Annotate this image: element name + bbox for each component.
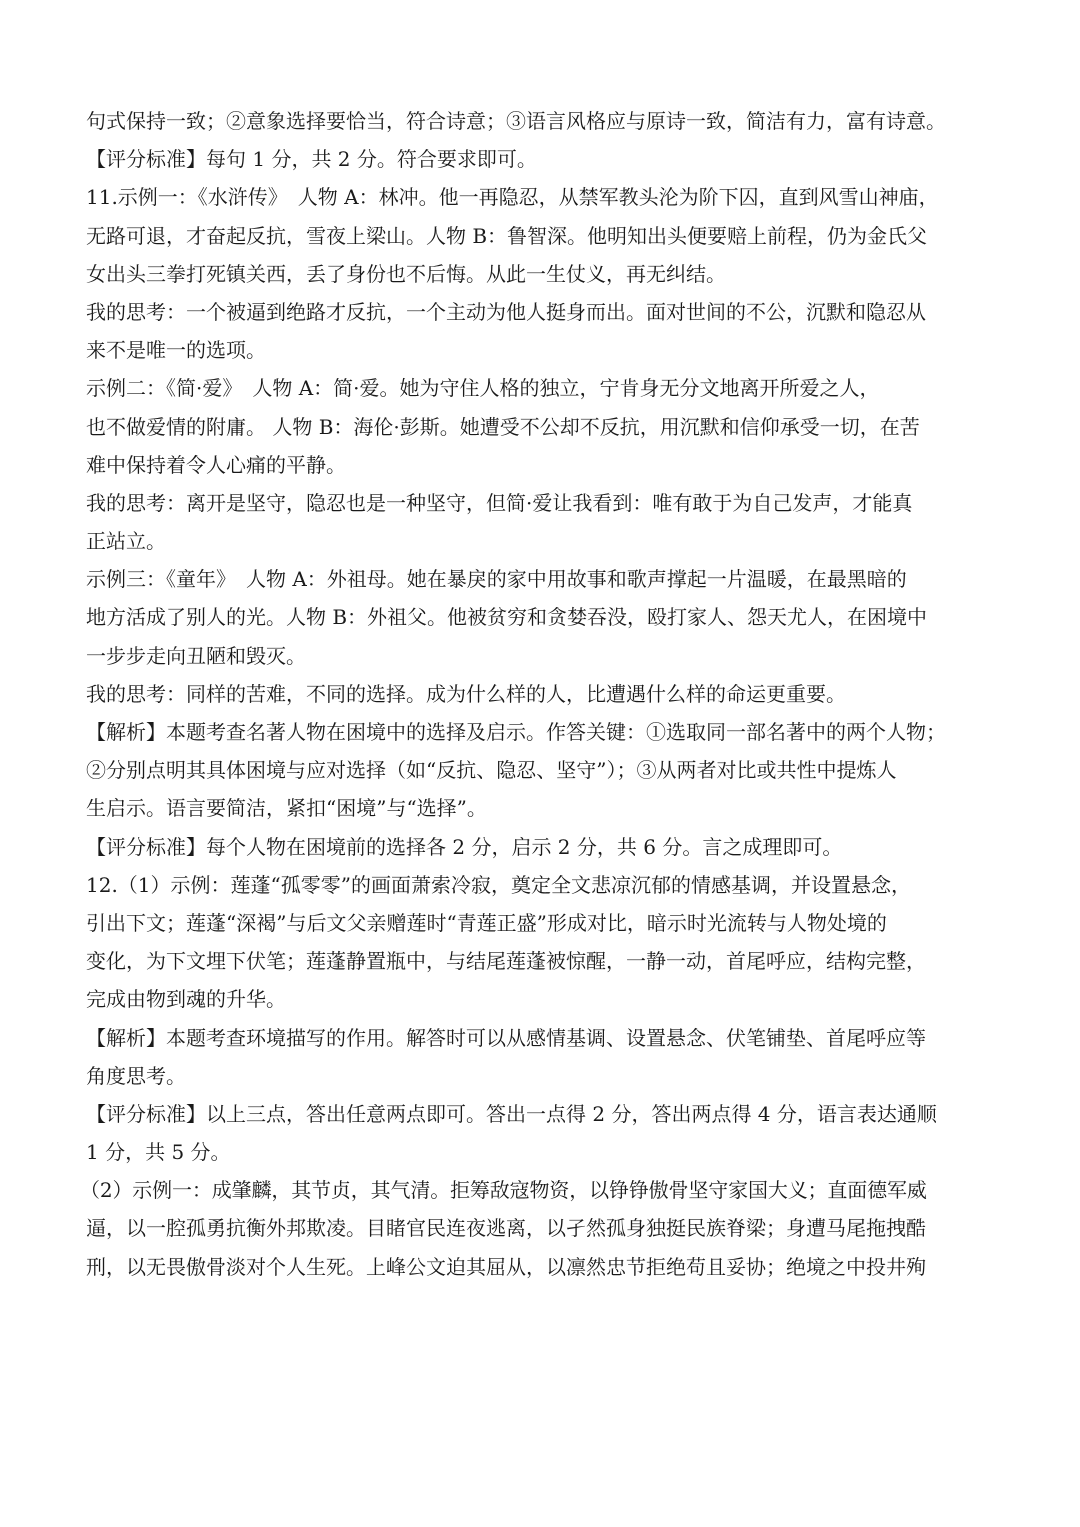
text-line-24: 完成由物到魂的升华。 (86, 987, 286, 1012)
text-line-4: 无路可退，才奋起反抗，雪夜上梁山。人物 B：鲁智深。他明知出头便要赔上前程，仍为金氏父 (86, 223, 928, 248)
text-line-30: 逼，以一腔孤勇抗衡外邦欺凌。目睹官民连夜逃离，以孑然孤身独挺民族脊梁；身遭马尾拖拽酷 (86, 1216, 926, 1241)
text-line-21: 12.（1）示例：莲蓬“孤零零”的画面萧索冷寂，奠定全文悲凉沉郁的情感基调，并设置悬念， (86, 872, 911, 897)
text-line-6: 我的思考：一个被逼到绝路才反抗，一个主动为他人挺身而出。面对世间的不公，沉默和隐忍从 (86, 299, 926, 324)
text-line-1: 句式保持一致；②意象选择要恰当，符合诗意；③语言风格应与原诗一致，简洁有力，富有诗意。 (86, 109, 946, 133)
text-line-19: 生启示。语言要简洁，紧扣“困境”与“选择”。 (86, 796, 487, 821)
text-line-9: 也不做爱情的附庸。 人物 B：海伦·彭斯。她遭受不公却不反抗，用沉默和信仰承受一切，在苦 (86, 414, 920, 439)
text-line-17: 【解析】本题考查名著人物在困境中的选择及启示。作答关键：①选取同一部名著中的两个人物； (86, 720, 946, 744)
text-line-28: 1 分，共 5 分。 (86, 1140, 231, 1165)
text-line-25: 【解析】本题考查环境描写的作用。解答时可以从感情基调、设置悬念、伏笔铺垫、首尾呼应等 (86, 1025, 926, 1050)
text-line-3: 11.示例一：《水浒传》 人物 A：林冲。他一再隐忍，从禁军教头沦为阶下囚，直到风雪山神庙， (86, 185, 939, 210)
text-line-20: 【评分标准】每个人物在困境前的选择各 2 分，启示 2 分，共 6 分。言之成理即可。 (86, 834, 843, 859)
text-line-27: 【评分标准】以上三点，答出任意两点即可。答出一点得 2 分，答出两点得 4 分，语言表达通顺 (86, 1101, 937, 1126)
text-line-15: 一步步走向丑陋和毁灭。 (86, 643, 306, 668)
text-line-29: （2）示例一：成肇麟，其节贞，其气清。拒筹敌寇物资，以铮铮傲骨坚守家国大义；直面德军威 (80, 1178, 927, 1203)
text-line-11: 我的思考：离开是坚守，隐忍也是一种坚守，但简·爱让我看到：唯有敢于为自己发声，才能真 (86, 490, 913, 515)
text-line-22: 引出下文；莲蓬“深褐”与后文父亲赠莲时“青莲正盛”形成对比，暗示时光流转与人物处境的 (86, 910, 887, 935)
text-line-23: 变化，为下文埋下伏笔；莲蓬静置瓶中，与结尾莲蓬被惊醒，一静一动，首尾呼应，结构完整， (86, 949, 926, 974)
text-line-13: 示例三：《童年》 人物 A：外祖母。她在暴戾的家中用故事和歌声撑起一片温暖，在最黑暗的 (86, 567, 907, 592)
text-line-12: 正站立。 (86, 529, 166, 554)
text-line-2: 【评分标准】每句 1 分，共 2 分。符合要求即可。 (86, 147, 537, 172)
text-line-31: 刑，以无畏傲骨淡对个人生死。上峰公文迫其屈从，以凛然忠节拒绝苟且妥协；绝境之中投井殉 (86, 1254, 926, 1279)
text-line-16: 我的思考：同样的苦难，不同的选择。成为什么样的人，比遭遇什么样的命运更重要。 (86, 681, 846, 706)
text-line-8: 示例二：《简·爱》 人物 A：简·爱。她为守住人格的独立，宁肯身无分文地离开所爱之人， (86, 376, 880, 401)
text-line-5: 女出头三拳打死镇关西，丢了身份也不后悔。从此一生仗义，再无纠结。 (86, 261, 726, 286)
text-line-26: 角度思考。 (86, 1063, 186, 1088)
text-line-10: 难中保持着令人心痛的平静。 (86, 452, 346, 477)
document-body (80, 102, 1006, 1286)
text-line-7: 来不是唯一的选项。 (86, 338, 266, 363)
text-line-18: ②分别点明其具体困境与应对选择（如“反抗、隐忍、坚守”）；③从两者对比或共性中提炼人 (86, 758, 897, 783)
text-line-14: 地方活成了别人的光。人物 B：外祖父。他被贫穷和贪婪吞没，殴打家人、怨天尤人，在困境中 (86, 605, 928, 630)
